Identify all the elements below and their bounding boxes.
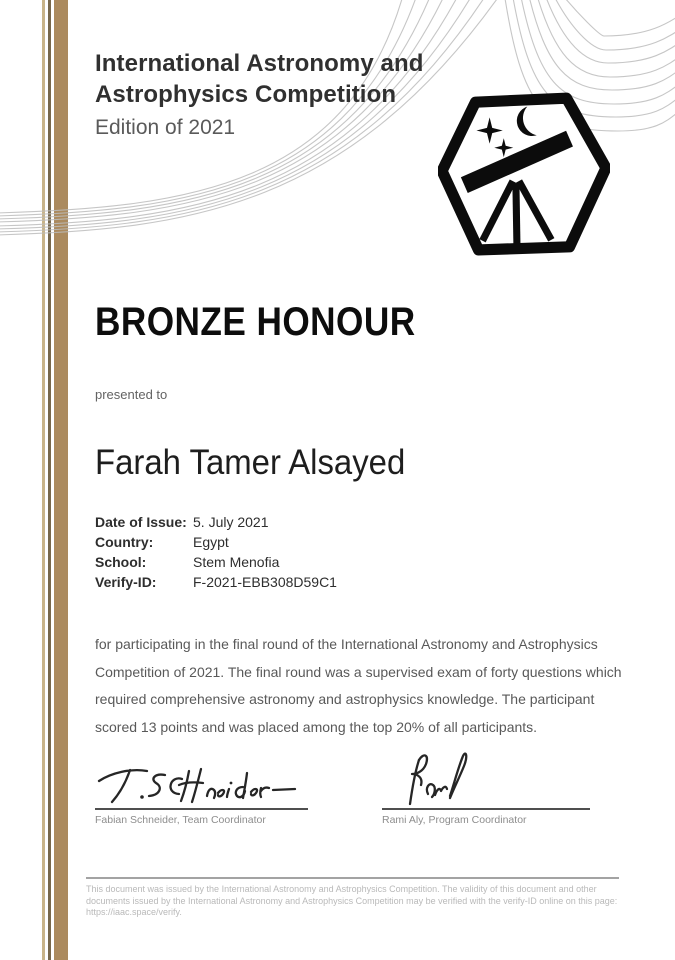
gold-stripe-thin-light <box>42 0 45 960</box>
signatory-name: Fabian Schneider, Team Coordinator <box>95 814 266 826</box>
detail-label: School: <box>95 554 147 570</box>
verification-footer: This document was issued by the International Astronomy and Astrophysics Competition. The validity of this document and other documents issued by the International Astronomy and Astrophysics Competition may be verified with the verify-ID online on this page: https://iaac.space/verify. <box>86 877 619 919</box>
detail-value: Egypt <box>193 534 229 550</box>
organization-title <box>95 48 424 110</box>
paragraph-line: required comprehensive astronomy and astrophysics knowledge. The participant <box>95 691 595 707</box>
signature-program-coordinator <box>382 762 590 826</box>
organization-title-line2: Astrophysics Competition <box>95 81 397 108</box>
signature-team-coordinator <box>95 762 308 826</box>
detail-label: Verify-ID: <box>95 574 157 590</box>
paragraph-line: Competition of 2021. The final round was a supervised exam of forty questions which <box>95 663 622 680</box>
organization-title-line1: International Astronomy and <box>95 50 424 77</box>
handwritten-signature-rami <box>402 752 492 808</box>
gold-stripe-thin-dark <box>48 0 51 960</box>
detail-value: F-2021-EBB308D59C1 <box>193 574 337 590</box>
signature-line <box>382 808 590 810</box>
detail-row-date-of-issue <box>95 512 337 532</box>
detail-value: Stem Menofia <box>193 554 280 570</box>
detail-row-verify-id <box>95 572 337 592</box>
detail-row-country <box>95 532 337 552</box>
handwritten-signature-schneider <box>97 760 302 806</box>
detail-label: Date of Issue: <box>95 514 187 530</box>
detail-row-school <box>95 552 337 572</box>
award-title: BRONZE HONOUR <box>95 300 416 344</box>
presented-to-label: presented to <box>95 387 168 402</box>
detail-label: Country: <box>95 534 154 550</box>
signatory-name: Rami Aly, Program Coordinator <box>382 814 527 826</box>
signature-line <box>95 808 308 810</box>
recipient-name: Farah Tamer Alsayed <box>95 443 406 482</box>
paragraph-line: for participating in the final round of the International Astronomy and Astrophysics <box>95 636 598 652</box>
hexagon-telescope-logo-icon <box>438 88 610 258</box>
paragraph-line: scored 13 points and was placed among the top 20% of all participants. <box>95 718 538 735</box>
edition-subtitle: Edition of 2021 <box>95 116 236 139</box>
participation-paragraph <box>95 631 622 741</box>
certificate-details <box>95 512 337 592</box>
detail-value: 5. July 2021 <box>193 514 269 530</box>
gold-stripe-band <box>54 0 68 960</box>
